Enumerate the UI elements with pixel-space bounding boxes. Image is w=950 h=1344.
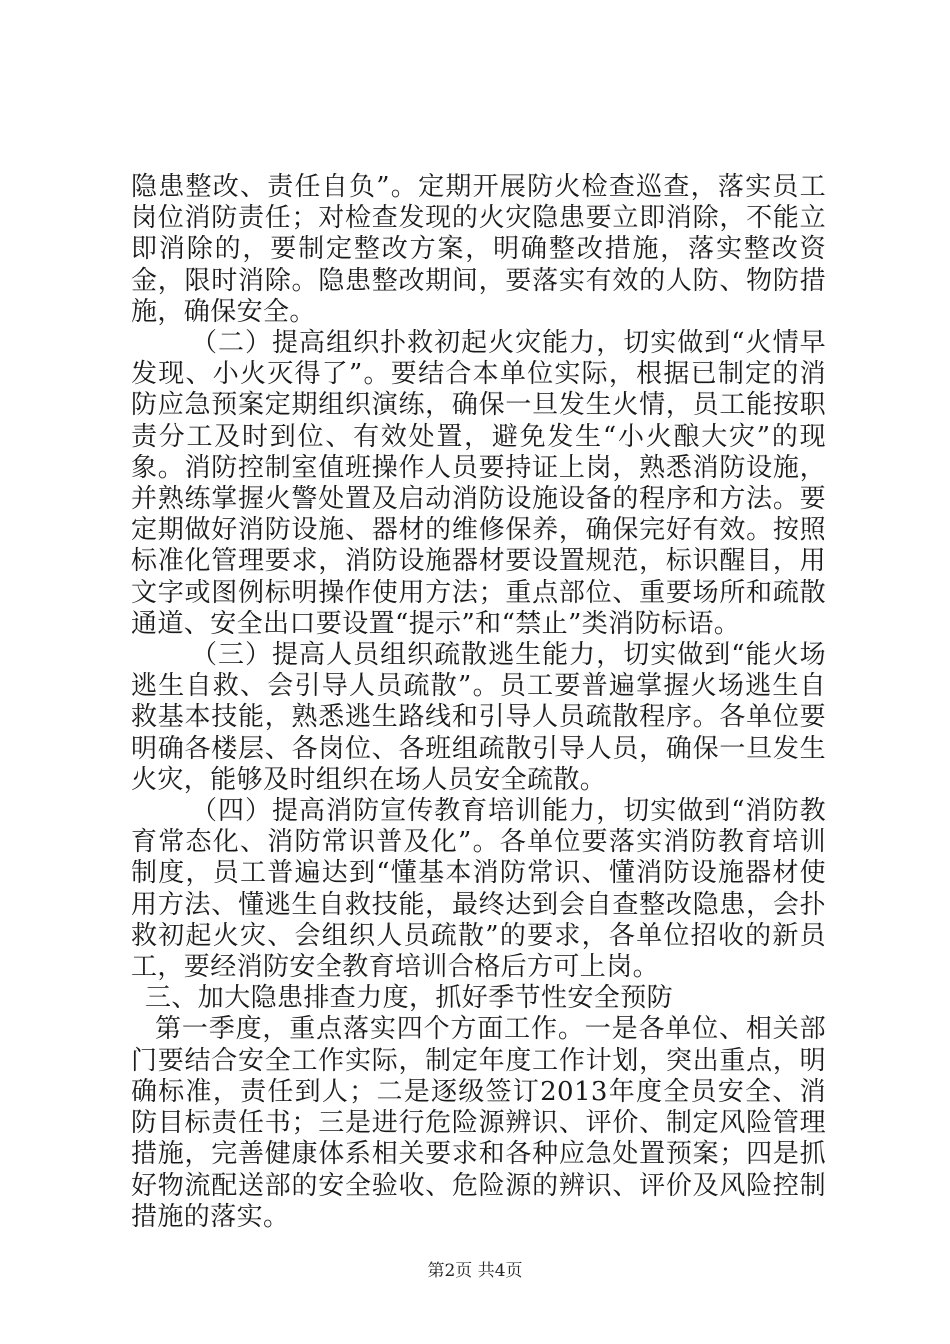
paragraph-continued: 隐患整改、责任自负”。定期开展防火检查巡查，落实员工岗位消防责任；对检查发现的火灾隐患要立即消除，不能立即消除的，要制定整改方案，明确整改措施，落实整改资金，限时消除。隐患整改期间，要落实有效的人防、物防措施，确保安全。 (131, 172, 826, 327)
paragraph-first-quarter: 第一季度，重点落实四个方面工作。一是各单位、相关部门要结合安全工作实际，制定年度工作计划，突出重点，明确标准，责任到人；二是逐级签订2013年度全员安全、消防目标责任书；三是进行危险源辨识、评价、制定风险管理措施，完善健康体系相关要求和各种应急处置预案；四是抓好物流配送部的安全验收、危险源的辨识、评价及风险控制措施的落实。 (131, 1014, 826, 1232)
page-footer: 第2页 共4页 (427, 1261, 523, 1281)
section-heading-3: 三、加大隐患排查力度，抓好季节性安全预防 (145, 983, 674, 1014)
paragraph-item-2: （二）提高组织扑救初起火灾能力，切实做到“火情早发现、小火灭得了”。要结合本单位实际，根据已制定的消防应急预案定期组织演练，确保一旦发生火情，员工能按职责分工及时到位、有效处置，避免发生“小火酿大灾”的现象。消防控制室值班操作人员要持证上岗，熟悉消防设施，并熟练掌握火警处置及启动消防设施设备的程序和方法。要定期做好消防设施、器材的维修保养，确保完好有效。按照标准化管理要求，消防设施器材要设置规范，标识醒目，用文字或图例标明操作使用方法；重点部位、重要场所和疏散通道、安全出口要设置“提示”和“禁止”类消防标语。 (131, 328, 826, 639)
paragraph-item-3: （三）提高人员组织疏散逃生能力，切实做到“能火场逃生自救、会引导人员疏散”。员工要普遍掌握火场逃生自救基本技能，熟悉逃生路线和引导人员疏散程序。各单位要明确各楼层、各岗位、各班组疏散引导人员，确保一旦发生火灾，能够及时组织在场人员安全疏散。 (131, 640, 826, 795)
document-body (131, 172, 826, 1233)
paragraph-item-4: （四）提高消防宣传教育培训能力，切实做到“消防教育常态化、消防常识普及化”。各单位要落实消防教育培训制度，员工普遍达到“懂基本消防常识、懂消防设施器材使用方法、懂逃生自救技能，最终达到会自查整改隐患，会扑救初起火灾、会组织人员疏散”的要求，各单位招收的新员工，要经消防安全教育培训合格后方可上岗。 (131, 796, 826, 983)
